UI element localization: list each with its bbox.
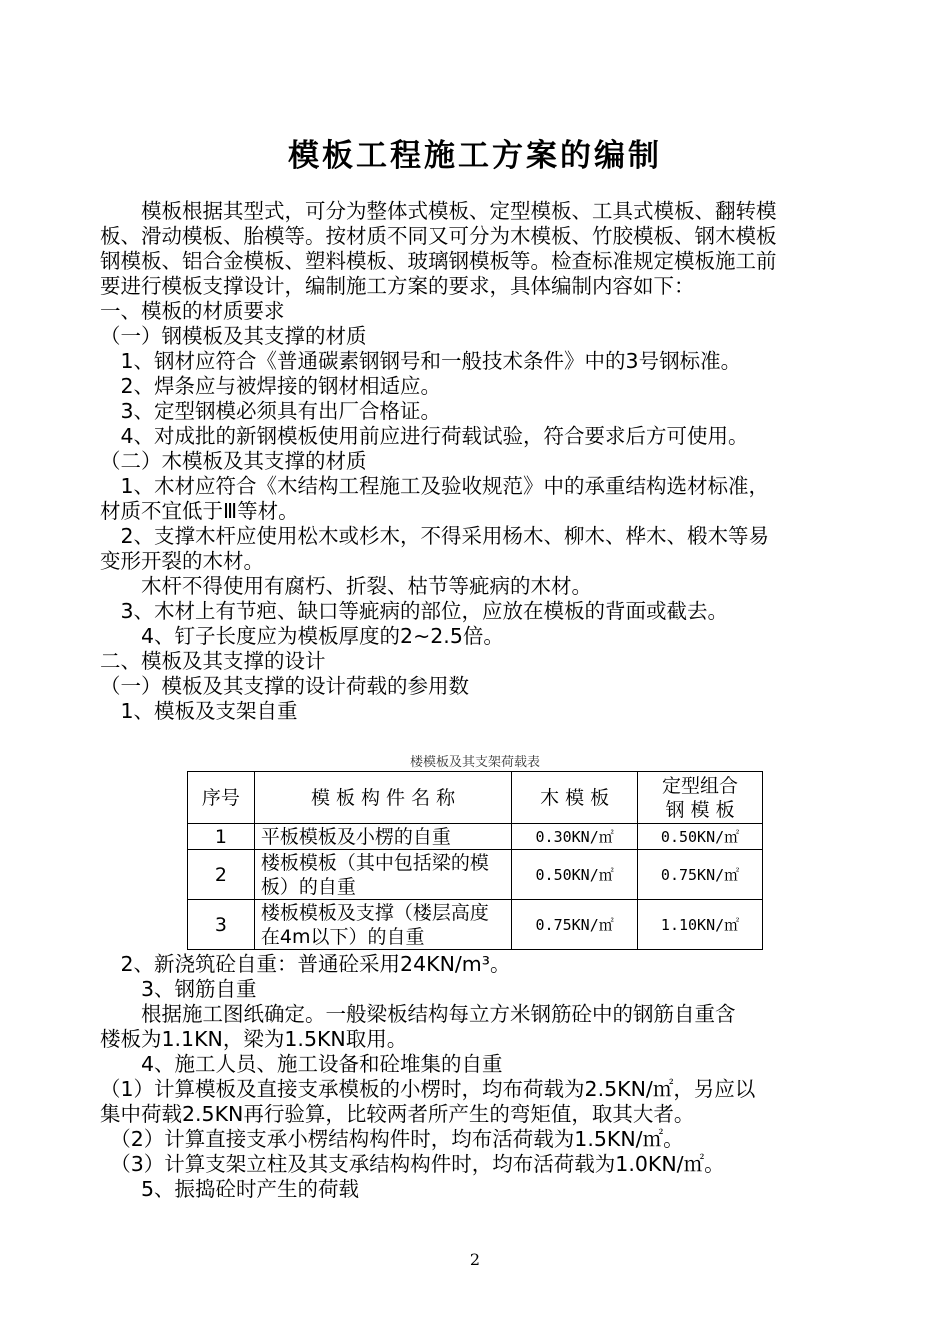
page-title: 模板工程施工方案的编制 xyxy=(288,138,662,174)
paragraph-line: 5、振捣砼时产生的荷载 xyxy=(100,1177,360,1201)
steel-load: 0.75KN/㎡ xyxy=(638,850,763,900)
paragraph-line: 要进行模板支撑设计，编制施工方案的要求，具体编制内容如下： xyxy=(100,274,695,298)
paragraph-line: 1、木材应符合《木结构工程施工及验收规范》中的承重结构选材标准， xyxy=(100,474,770,498)
steel-load: 1.10KN/㎡ xyxy=(638,900,763,950)
paragraph-line: （1）计算模板及直接支承模板的小楞时，均布荷载为2.5KN/㎡，另应以 xyxy=(100,1077,756,1101)
subsection-heading: （二）木模板及其支撑的材质 xyxy=(100,449,367,473)
paragraph-line: 集中荷载2.5KN再行验算，比较两者所产生的弯矩值，取其大者。 xyxy=(100,1102,695,1126)
paragraph-line: 模板根据其型式，可分为整体式模板、定型模板、工具式模板、翻转模 xyxy=(100,199,777,223)
steel-load: 0.50KN/㎡ xyxy=(638,824,763,850)
table-row xyxy=(188,850,763,900)
paragraph-line: 变形开裂的木材。 xyxy=(100,549,264,573)
paragraph-line: 4、对成批的新钢模板使用前应进行荷载试验，符合要求后方可使用。 xyxy=(100,424,749,448)
section-heading: 一、模板的材质要求 xyxy=(100,299,285,323)
paragraph-line: 木杆不得使用有腐朽、折裂、枯节等疵病的木材。 xyxy=(100,574,592,598)
row-number: 1 xyxy=(188,824,255,850)
table-row xyxy=(188,824,763,850)
paragraph-line: 2、新浇筑砼自重：普通砼采用24KN/m³。 xyxy=(100,952,511,976)
paragraph-line: 3、木材上有节疤、缺口等疵病的部位，应放在模板的背面或截去。 xyxy=(100,599,729,623)
header-cell-line: 钢 模 板 xyxy=(665,798,735,821)
table-caption: 楼模板及其支架荷载表 xyxy=(409,755,540,770)
wood-load: 0.50KN/㎡ xyxy=(512,850,638,900)
subsection-heading: （一）模板及其支撑的设计荷载的参用数 xyxy=(100,674,469,698)
page-number: 2 xyxy=(469,1250,481,1269)
paragraph-line: 钢模板、铝合金模板、塑料模板、玻璃钢模板等。检查标准规定模板施工前 xyxy=(100,249,777,273)
row-number: 3 xyxy=(188,900,255,950)
header-cell: 模 板 构 件 名 称 xyxy=(254,772,511,824)
paragraph-line: 楼板为1.1KN，梁为1.5KN取用。 xyxy=(100,1027,408,1051)
paragraph-line: 2、支撑木杆应使用松木或杉木，不得采用杨木、柳木、桦木、椴木等易 xyxy=(100,524,770,548)
component-name: 楼板模板（其中包括梁的模板）的自重 xyxy=(254,850,511,900)
subsection-heading: （一）钢模板及其支撑的材质 xyxy=(100,324,367,348)
paragraph-line: 1、钢材应符合《普通碳素钢钢号和一般技术条件》中的3号钢标准。 xyxy=(100,349,742,373)
paragraph-line: （2）计算直接支承小楞结构构件时，均布活荷载为1.5KN/㎡。 xyxy=(100,1127,684,1151)
header-cell: 木 模 板 xyxy=(512,772,638,824)
paragraph-line: 4、施工人员、施工设备和砼堆集的自重 xyxy=(100,1052,503,1076)
component-name: 楼板模板及支撑（楼层高度在4m以下）的自重 xyxy=(254,900,511,950)
header-cell: 序号 xyxy=(188,772,255,824)
paragraph-line: 4、钉子长度应为模板厚度的2~2.5倍。 xyxy=(100,624,504,648)
table-header-row xyxy=(188,772,763,824)
paragraph-line: 根据施工图纸确定。一般梁板结构每立方米钢筋砼中的钢筋自重含 xyxy=(100,1002,736,1026)
paragraph-line: 材质不宜低于Ⅲ等材。 xyxy=(100,499,299,523)
wood-load: 0.75KN/㎡ xyxy=(512,900,638,950)
paragraph-line: 1、模板及支架自重 xyxy=(100,699,298,723)
header-cell xyxy=(638,772,763,824)
paragraph-line: 板、滑动模板、胎模等。按材质不同又可分为木模板、竹胶模板、钢木模板 xyxy=(100,224,777,248)
table-row xyxy=(188,900,763,950)
load-table xyxy=(187,771,763,950)
paragraph-line: 2、焊条应与被焊接的钢材相适应。 xyxy=(100,374,442,398)
header-cell-line: 定型组合 xyxy=(662,774,739,797)
wood-load: 0.30KN/㎡ xyxy=(512,824,638,850)
component-name: 平板模板及小楞的自重 xyxy=(254,824,511,850)
row-number: 2 xyxy=(188,850,255,900)
paragraph-line: 3、钢筋自重 xyxy=(100,977,257,1001)
paragraph-line: （3）计算支架立柱及其支承结构构件时，均布活荷载为1.0KN/㎡。 xyxy=(100,1152,725,1176)
section-heading: 二、模板及其支撑的设计 xyxy=(100,649,326,673)
paragraph-line: 3、定型钢模必须具有出厂合格证。 xyxy=(100,399,442,423)
